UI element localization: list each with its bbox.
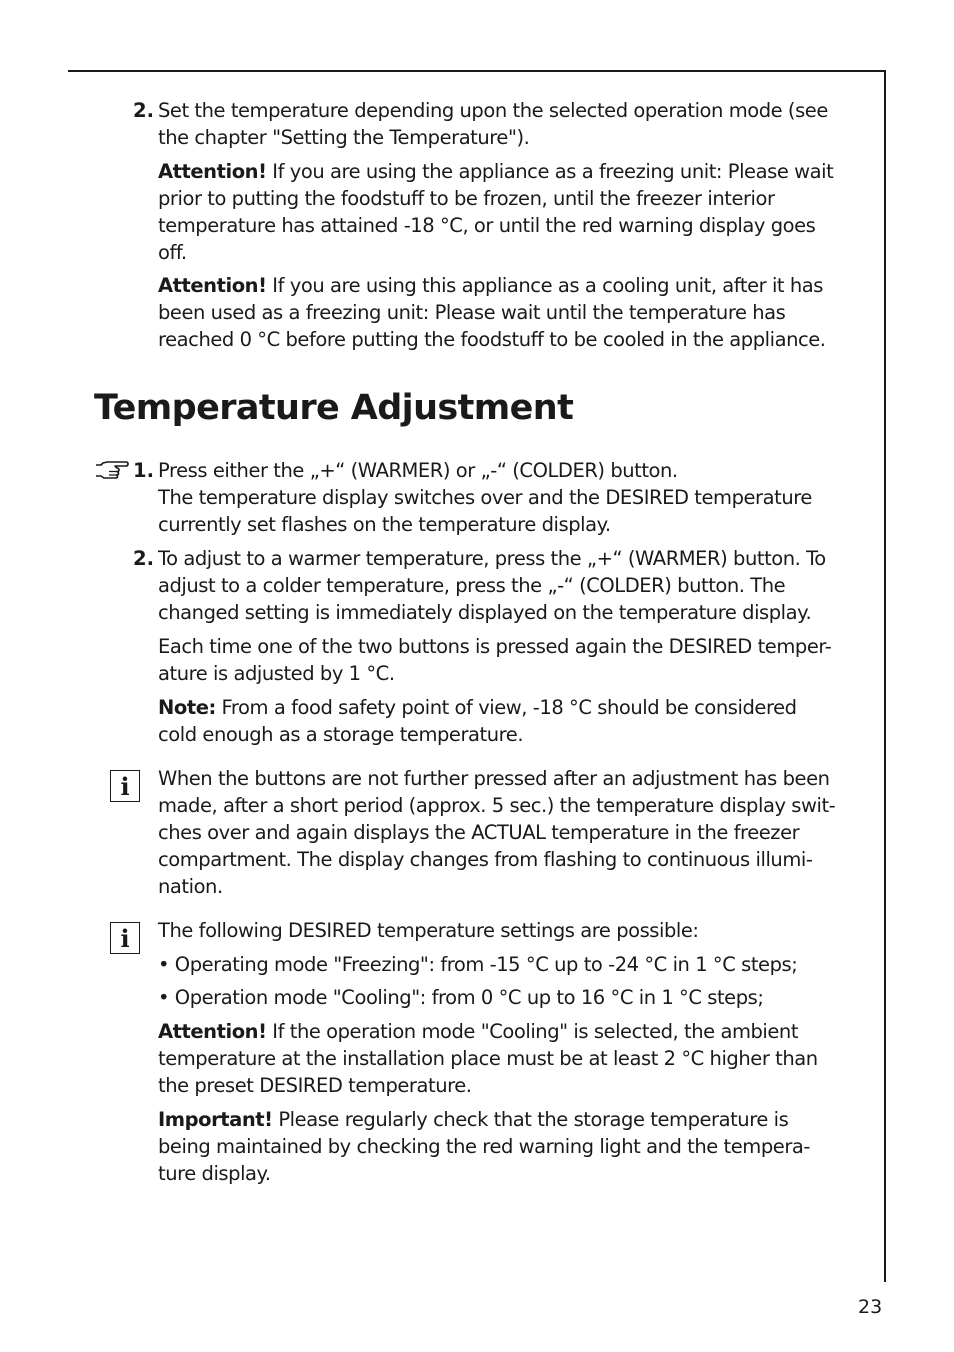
pointing-hand-icon [95, 458, 131, 480]
text-line: been used as a freezing unit: Please wait until the temperature has [158, 301, 786, 324]
info-icon [110, 922, 140, 954]
text-line: To adjust to a warmer temperature, press the „+“ (WARMER) button. To [158, 547, 826, 570]
text-line: When the buttons are not further pressed after an adjustment has been [158, 767, 830, 790]
text-run: If you are using the appliance as a freezing unit: Please wait [266, 160, 834, 183]
step-number: 1. [133, 459, 154, 482]
note-label: Note: [158, 696, 216, 719]
text-run: From a food safety point of view, -18 °C should be considered [215, 696, 797, 719]
info-intro: The following DESIRED temperature settings are possible: [158, 919, 699, 942]
text-line [158, 1018, 870, 1045]
attention-paragraph [158, 158, 870, 266]
attention-label: Attention! [158, 1020, 267, 1043]
right-rule [884, 70, 886, 1282]
text-line: compartment. The display changes from flashing to continuous illumi- [158, 848, 813, 871]
bullet-item: • Operating mode "Freezing": from -15 °C up to -24 °C in 1 °C steps; [158, 953, 798, 976]
step-number: 2. [133, 547, 154, 570]
text-run: Please regularly check that the storage temperature is [272, 1108, 789, 1131]
step-text [158, 97, 870, 151]
bullet-item: • Operation mode "Cooling": from 0 °C up to 16 °C in 1 °C steps; [158, 986, 764, 1009]
text-line: ature is adjusted by 1 °C. [158, 662, 395, 685]
text-line [158, 1106, 870, 1133]
info-glyph: i [120, 924, 130, 953]
text-line: temperature has attained -18 °C, or until the red warning display goes [158, 214, 816, 237]
text-line: being maintained by checking the red warning light and the tempera- [158, 1135, 810, 1158]
section-heading: Temperature Adjustment [94, 388, 574, 428]
important-label: Important! [158, 1108, 273, 1131]
step-text [158, 457, 870, 538]
body-paragraph [158, 633, 870, 687]
info-icon [110, 770, 140, 802]
text-line: temperature at the installation place must be at least 2 °C higher than [158, 1047, 818, 1070]
text-line: changed setting is immediately displayed on the temperature display. [158, 601, 812, 624]
top-rule [68, 70, 886, 72]
text-line: made, after a short period (approx. 5 sec.) the temperature display swit- [158, 794, 836, 817]
text-line [158, 694, 870, 721]
text-line [158, 158, 870, 185]
text-line: ture display. [158, 1162, 271, 1185]
note-paragraph [158, 694, 870, 748]
info-glyph: i [120, 772, 130, 801]
text-line: the preset DESIRED temperature. [158, 1074, 472, 1097]
text-line: cold enough as a storage temperature. [158, 723, 524, 746]
text-run: If the operation mode "Cooling" is selected, the ambient [266, 1020, 799, 1043]
text-line: ches over and again displays the ACTUAL temperature in the freezer [158, 821, 800, 844]
text-line: adjust to a colder temperature, press the „-“ (COLDER) button. The [158, 574, 786, 597]
text-line: the chapter "Setting the Temperature"). [158, 126, 530, 149]
attention-label: Attention! [158, 274, 267, 297]
step-text [158, 545, 870, 626]
text-line: off. [158, 241, 187, 264]
attention-paragraph [158, 272, 870, 353]
step-number: 2. [133, 99, 154, 122]
important-paragraph [158, 1106, 870, 1187]
text-line: Set the temperature depending upon the selected operation mode (see [158, 99, 828, 122]
info-paragraph [158, 765, 870, 900]
text-line: reached 0 °C before putting the foodstuff to be cooled in the appliance. [158, 328, 826, 351]
text-line: Press either the „+“ (WARMER) or „-“ (COLDER) button. [158, 459, 678, 482]
page-number: 23 [858, 1296, 883, 1318]
text-line: nation. [158, 875, 223, 898]
attention-paragraph [158, 1018, 870, 1099]
text-line [158, 272, 870, 299]
text-line: currently set flashes on the temperature display. [158, 513, 611, 536]
text-line: The temperature display switches over and the DESIRED temperature [158, 486, 812, 509]
text-line: prior to putting the foodstuff to be frozen, until the freezer interior [158, 187, 775, 210]
text-run: If you are using this appliance as a cooling unit, after it has [266, 274, 823, 297]
attention-label: Attention! [158, 160, 267, 183]
text-line: Each time one of the two buttons is pressed again the DESIRED temper- [158, 635, 832, 658]
